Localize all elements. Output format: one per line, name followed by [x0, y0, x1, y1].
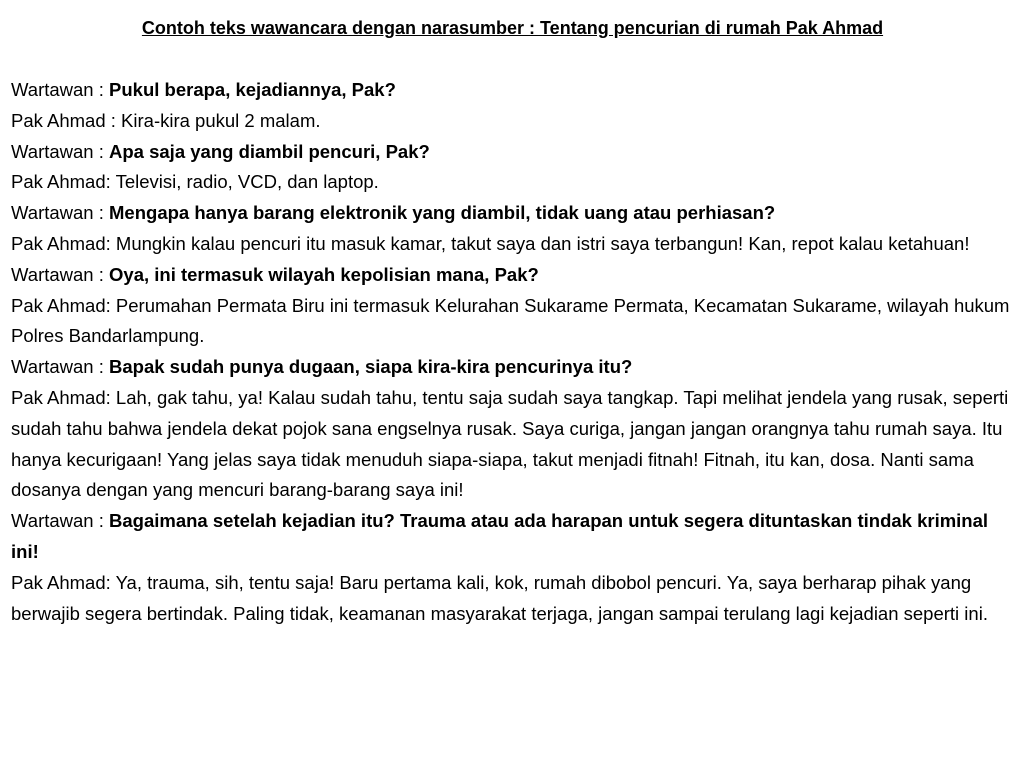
dialogue-line — [11, 260, 1014, 291]
question-text: Mengapa hanya barang elektronik yang diambil, tidak uang atau perhiasan? — [109, 202, 776, 224]
dialogue-line — [11, 106, 1014, 137]
answer-text: Ya, trauma, sih, tentu saja! Baru pertama kali, kok, rumah dibobol pencuri. Ya, saya berharap pihak yang berwajib segera bertindak. Paling tidak, keamanan masyarakat terjaga, jangan sampai terulang lagi kejadian seperti ini. — [11, 571, 988, 624]
answer-text: Televisi, radio, VCD, dan laptop. — [115, 171, 379, 193]
speaker-label: Wartawan : — [11, 140, 110, 162]
question-text: Oya, ini termasuk wilayah kepolisian mana, Pak? — [109, 263, 539, 285]
dialogue-line — [11, 167, 1014, 198]
speaker-label: Pak Ahmad: — [11, 386, 116, 408]
dialogue-line — [11, 352, 1014, 383]
dialogue-line — [11, 291, 1014, 353]
question-text: Bapak sudah punya dugaan, siapa kira-kira pencurinya itu? — [109, 356, 633, 378]
speaker-label: Pak Ahmad: — [11, 571, 116, 593]
dialogue-line — [11, 229, 1014, 260]
dialogue-line — [11, 568, 1014, 630]
answer-text: Lah, gak tahu, ya! Kalau sudah tahu, tentu saja sudah saya tangkap. Tapi melihat jendela yang rusak, seperti sudah tahu bahwa jendela dekat pojok sana engselnya rusak. Saya curiga, jangan jangan orangnya tahu rumah saya. Itu hanya kecurigaan! Yang jelas saya tidak menuduh siapa-siapa, takut menjadi fitnah! Fitnah, itu kan, dosa. Nanti sama dosanya dengan yang mencuri barang-barang saya ini! — [11, 386, 1009, 501]
answer-text: Kira-kira pukul 2 malam. — [121, 109, 321, 131]
question-text: Apa saja yang diambil pencuri, Pak? — [109, 140, 430, 162]
dialogue-line — [11, 137, 1014, 168]
document-title: Contoh teks wawancara dengan narasumber : Tentang pencurian di rumah Pak Ahmad — [141, 18, 884, 38]
dialogue-line — [11, 75, 1014, 106]
speaker-label: Wartawan : — [11, 510, 110, 532]
dialogue-line — [11, 506, 1014, 568]
dialogue-line — [11, 383, 1014, 506]
speaker-label: Wartawan : — [11, 263, 110, 285]
dialogue-line — [11, 198, 1014, 229]
speaker-label: Wartawan : — [11, 79, 110, 100]
speaker-label: Pak Ahmad: — [11, 171, 116, 193]
speaker-label: Pak Ahmad: — [11, 232, 116, 254]
interview-dialogue — [11, 75, 1014, 629]
speaker-label: Wartawan : — [11, 202, 110, 224]
answer-text: Mungkin kalau pencuri itu masuk kamar, takut saya dan istri saya terbangun! Kan, repot kalau ketahuan! — [115, 232, 970, 254]
answer-text: Perumahan Permata Biru ini termasuk Kelurahan Sukarame Permata, Kecamatan Sukarame, wilayah hukum Polres Bandarlampung. — [11, 294, 1010, 347]
speaker-label: Pak Ahmad : — [11, 109, 122, 131]
question-text: Pukul berapa, kejadiannya, Pak? — [109, 79, 396, 100]
speaker-label: Pak Ahmad: — [11, 294, 116, 316]
question-text: Bagaimana setelah kejadian itu? Trauma atau ada harapan untuk segera dituntaskan tindak kriminal ini! — [11, 510, 989, 562]
speaker-label: Wartawan : — [11, 356, 110, 378]
